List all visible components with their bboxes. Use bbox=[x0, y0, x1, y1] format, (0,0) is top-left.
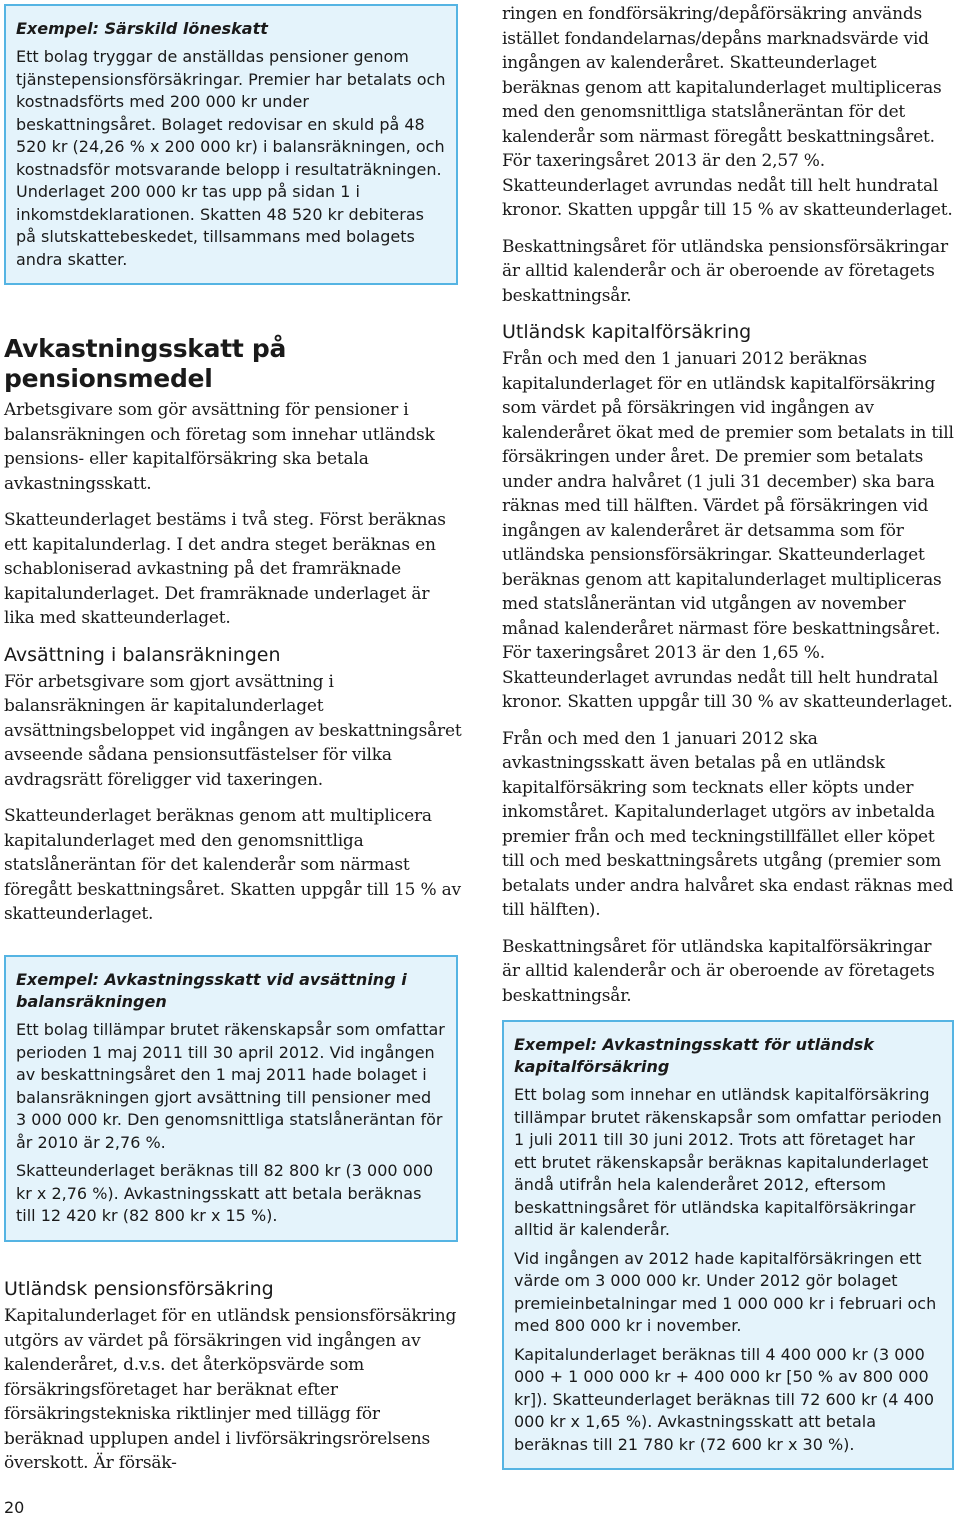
subheading-avsattning: Avsättning i balansräkningen bbox=[4, 643, 281, 666]
example-box-title: Exempel: Avkastningsskatt för utländsk kapitalförsäkring bbox=[514, 1035, 874, 1076]
example-box-sarskild-loneskatt bbox=[4, 4, 458, 285]
example-box-title: Exempel: Avkastningsskatt vid avsättning i balansräkningen bbox=[16, 970, 407, 1011]
paragraph: För arbetsgivare som gjort avsättning i balansräkningen är kapitalunderlaget avsättningsbeloppet vid ingången av beskattningsåret avseende sådana pensionsutfästelser för vilka avdragsrätt föreligger vid taxeringen. bbox=[4, 671, 462, 790]
example-box-title: Exempel: Särskild löneskatt bbox=[16, 19, 268, 38]
paragraph: Kapitalunderlaget för en utländsk pensionsförsäkring utgörs av värdet på försäkringen vid ingången av kalenderåret, d.v.s. det återköpsvärde som försäkringsföretaget har beräknat efter försäkringstekniska riktlinjer med tillägg för beräknad upplupen andel i livförsäkringsrörelsens överskott. Är försäk- bbox=[4, 1306, 457, 1473]
subheading-utlandsk-kapital: Utländsk kapitalförsäkring bbox=[502, 321, 752, 343]
paragraph: Skatteunderlaget beräknas genom att multiplicera kapitalunderlaget med den genomsnittliga statslåneräntan för det kalenderår som närmast föregått beskattningsåret. Skatten uppgår till 15 % av skatteunderlaget. bbox=[4, 806, 461, 924]
paragraph: Beskattningsåret för utländska kapitalförsäkringar är alltid kalenderår och är oberoende av företagets beskattningsår. bbox=[502, 936, 935, 1006]
paragraph: ringen en fondförsäkring/depåförsäkring används istället fondandelarnas/depåns marknadsvärde vid ingången av kalenderåret. Skatteunderlaget beräknas genom att kapitalunderlaget multipliceras med den genomsnittliga statslåneräntan för det kalenderår som närmast föregått beskattningsåret. För taxeringsåret 2013 är den 2,57 %. Skatteunderlaget avrundas nedåt till helt hundratal kronor. Skatten uppgår till 15 % av skatteunderlaget. bbox=[502, 4, 953, 220]
example-box-text: Ett bolag tryggar de anställdas pensioner genom tjänstepensionsförsäkringar. Premier har betalats och kostnadsförts med 200 000 kr under beskattningsåret. Bolaget redovisar en skuld på 48 520 kr (24,26 % x 200 000 kr) i balansräkningen, och kostnadsför motsvarande belopp i resultaträkningen. Underlaget 200 000 kr tas upp på sidan 1 i inkomstdeklarationen. Skatten 48 520 kr debiteras på slutskattebeskedet, tillsammans med bolagets andra skatter. bbox=[16, 47, 446, 269]
paragraph: Arbetsgivare som gör avsättning för pensioner i balansräkningen och företag som innehar utländsk pensions- eller kapitalförsäkring ska betala avkastningsskatt. bbox=[4, 400, 435, 494]
example-box-text: Ett bolag som innehar en utländsk kapitalförsäkring tillämpar brutet räkenskapsår som omfattar perioden 1 juli 2011 till 30 juni 2012. Trots att företaget har ett brutet räkenskapsår beräknas kapitalunderlaget ändå utifrån hela kalenderåret 2012, eftersom beskattningsåret för utländska kapitalförsäkringar alltid är kalenderår. bbox=[514, 1085, 942, 1239]
example-box-text: Ett bolag tillämpar brutet räkenskapsår som omfattar perioden 1 maj 2011 till 30 april 2012. Vid ingången av beskattningsåret den 1 maj 2011 hade bolaget i balansräkningen gjort avsättning till pensioner med 3 000 000 kr. Den genomsnittliga statslåneräntan för år 2010 är 2,76 %. bbox=[16, 1020, 445, 1152]
example-box-text: Skatteunderlaget beräknas till 82 800 kr (3 000 000 kr x 2,76 %). Avkastningsskatt att betala beräknas till 12 420 kr (82 800 kr x 15 %). bbox=[16, 1161, 434, 1225]
example-box-avsattning bbox=[4, 955, 458, 1242]
avkastningsskatt-section bbox=[4, 334, 462, 927]
paragraph: Beskattningsåret för utländska pensionsförsäkringar är alltid kalenderår och är oberoende av företagets beskattningsår. bbox=[502, 236, 948, 306]
page-number: 20 bbox=[4, 1498, 25, 1517]
subheading-utlandsk-pension: Utländsk pensionsförsäkring bbox=[4, 1278, 274, 1300]
paragraph: Från och med den 1 januari 2012 ska avkastningsskatt även betalas på en utländsk kapitalförsäkring som tecknats eller köpts under inkomståret. Kapitalunderlaget utgörs av inbetalda premier från och med teckningstillfället eller köpet till och med beskattningsårets utgång (premier som betalats under andra halvåret ska endast räknas med till hälften). bbox=[502, 728, 954, 920]
utlandsk-pension-section bbox=[4, 1277, 462, 1476]
paragraph: Skatteunderlaget bestäms i två steg. Först beräknas ett kapitalunderlag. I det andra steget beräknas en schabloniserad avkastning på det framräknade kapitalunderlaget. Det framräknade underlaget är lika med skatteunderlaget. bbox=[4, 510, 446, 628]
section-heading: Avkastningsskatt på pensionsmedel bbox=[4, 334, 287, 393]
right-text-top bbox=[502, 2, 954, 1008]
example-box-kapitalforsakring bbox=[502, 1020, 954, 1470]
example-box-text: Vid ingången av 2012 hade kapitalförsäkringen ett värde om 3 000 000 kr. Under 2012 gör bolaget premieinbetalningar med 1 000 000 kr i februari och med 800 000 kr i november. bbox=[514, 1248, 937, 1335]
paragraph: Från och med den 1 januari 2012 beräknas kapitalunderlaget för en utländsk kapitalförsäkring som värdet på försäkringen vid ingången av kalenderåret ökat med de premier som betalats in till försäkringen under året. De premier som betalats under andra halvåret (1 juli 31 december) ska bara räknas med till hälften. Värdet på försäkringen vid ingången av kalenderåret är detsamma som för utländska pensionsförsäkringar. Skatteunderlaget beräknas genom att kapitalunderlaget multipliceras med statslåneräntan vid utgången av november månad kalenderåret närmast före beskattningsåret. För taxeringsåret 2013 är den 1,65 %. Skatteunderlaget avrundas nedåt till helt hundratal kronor. Skatten uppgår till 30 % av skatteunderlaget. bbox=[502, 349, 954, 712]
example-box-text: Kapitalunderlaget beräknas till 4 400 000 kr (3 000 000 + 1 000 000 kr + 400 000 kr [50 % av 800 000 kr]). Skatteunderlaget beräknas till 72 600 kr (4 400 000 kr x 1,65 %). Avkastningsskatt att betala beräknas till 21 780 kr (72 600 kr x 30 %). bbox=[514, 1344, 935, 1454]
